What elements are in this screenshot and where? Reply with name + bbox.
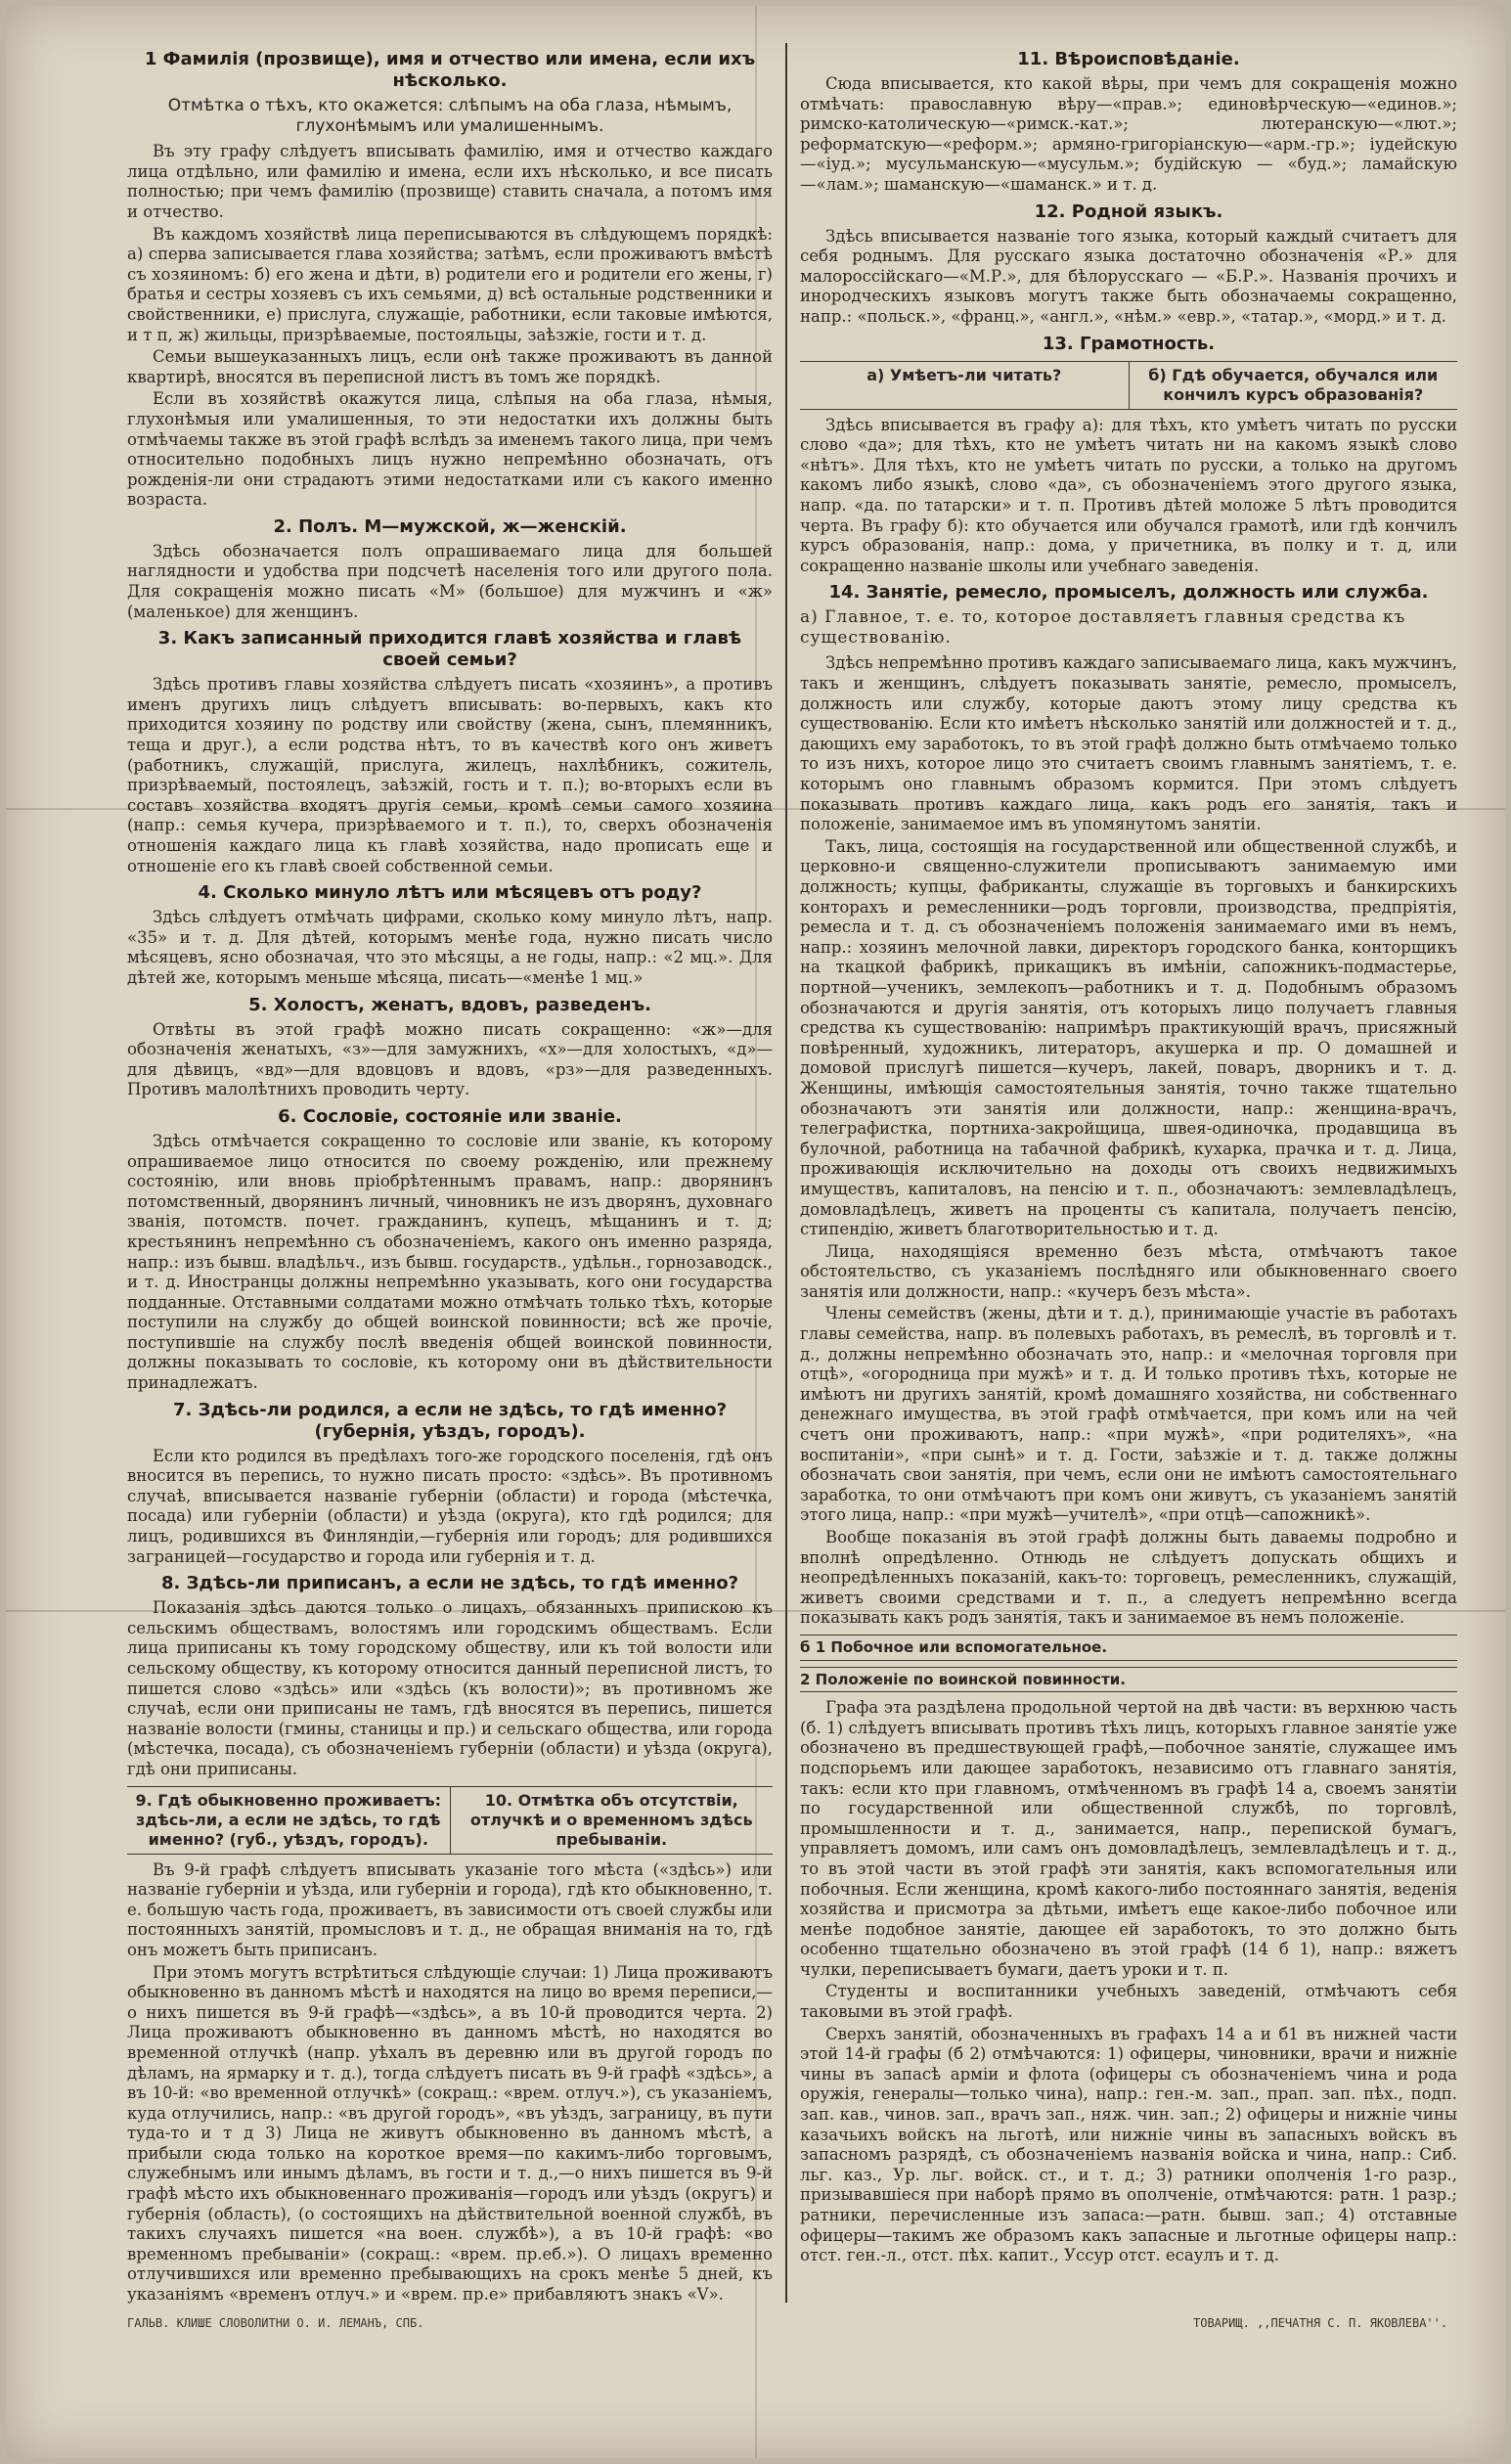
paragraph: Въ 9-й графѣ слѣдуетъ вписывать указаніе того мѣста («здѣсь») или названіе губерніи и уѣзда, или губерніи и города), гдѣ кто обыкновенно, т. е. большую часть года, проживаетъ, въ зависимости отъ своей службы или постоянныхъ занятій, промысловъ и т. д., не обращая вниманія на то, гдѣ онъ можетъ быть приписанъ. [127, 1859, 773, 1959]
paragraph: Здѣсь отмѣчается сокращенно то сословіе или званіе, къ которому опрашиваемое лицо относится по своему рожденію, или прежнему состоянію, или вновь пріобрѣтеннымъ правамъ, напр.: дворянинъ потомственный, дворянинъ личный, чиновникъ не изъ дворянъ, духовнаго званія, потомств. почет. гражданинъ, купецъ, мѣщанинъ и т. д; крестьянинъ непремѣнно съ обозначеніемъ, какого онъ именно разряда, напр.: изъ бывш. владѣльч., изъ бывш. государств., удѣльн., горнозаводск., и т. д. Иностранцы должны непремѣнно указывать, кого они государства подданные. Отставными солдатами можно отмѣчать только тѣхъ, которые поступили на службу до общей воинской повинности; всѣ же прочіе, поступившіе на службу послѣ введенія общей воинской повинности, должны показывать то сословіе, къ которому они въ дѣйствительности принадлежатъ. [127, 1131, 773, 1393]
printer-imprint-left: ГАЛЬВ. КЛИШЕ СЛОВОЛИТНИ О. И. ЛЕМАНЪ, СПБ. [127, 2316, 424, 2330]
right-column [800, 43, 1457, 2322]
paragraph: Сверхъ занятій, обозначенныхъ въ графахъ 14 а и б1 въ нижней части этой 14-й графы (б 2) отмѣчаются: 1) офицеры, чиновники, врачи и нижніе чины въ запасѣ арміи и флота (офицеры съ обозначеніемъ чина и рода оружія, генералы—только чина), напр.: ген.-м. зап., прап. зап. пѣх., подп. зап. кав., чинов. зап., врачъ зап., няж. чин. зап.; 2) офицеры и нижніе чины казачьихъ войскъ на льготѣ, или нижніе чины въ запасныхъ войскъ въ запасномъ разрядѣ, съ обозначеніемъ названія войска и чина, напр.: Сиб. льг. каз., Ур. льг. войск. ст., и т. д.; 3) ратники ополченія 1-го разр., призывавшіеся при наборѣ прямо въ ополченіе, отмѣчаются: ратн. 1 разр.; ратники, перечисленные изъ запаса:—ратн. бывш. зап.; 4) отставные офицеры—такимъ же образомъ какъ запасные и льготные офицеры напр.: отст. ген.-л., отст. пѣх. капит., Уссур отст. есаулъ и т. д. [800, 2024, 1457, 2265]
paragraph: Здѣсь слѣдуетъ отмѣчать цифрами, сколько кому минуло лѣтъ, напр. «35» и т. д. Для дѣтей, которымъ менѣе года, нужно писать число мѣсяцевъ, ясно обозначая, что это мѣсяцы, а не годы, напр.: «2 мц.». Для дѣтей же, которымъ меньше мѣсяца, писать—«менѣе 1 мц.» [127, 908, 773, 987]
section-14a-label: а) Главное, т. е. то, которое доставляетъ главныя средства къ существованію. [800, 607, 1406, 648]
paragraph: Здѣсь непремѣнно противъ каждаго записываемаго лица, какъ мужчинъ, такъ и женщинъ, слѣдуетъ показывать занятіе, ремесло, промыселъ, должность или службу, которые даютъ этому лицу средства къ существованію. Если кто имѣетъ нѣсколько занятій или должностей и т. д., дающихъ ему заработокъ, то въ этой графѣ должно быть отмѣчаемо только то изъ нихъ, которое лицо это считаетъ своимъ главнымъ занятіемъ, т. е. которымъ оно главнымъ образомъ кормится. При этомъ слѣдуетъ показывать противъ каждаго лица, какъ родъ его занятія, такъ и положеніе, занимаемое имъ въ упомянутомъ занятіи. [800, 653, 1457, 834]
paragraph: При этомъ могутъ встрѣтиться слѣдующіе случаи: 1) Лица проживаютъ обыкновенно въ данномъ мѣстѣ и находятся на лицо во время переписи,—о нихъ пишется въ 9-й графѣ—«здѣсь», а въ 10-й проводится черта. 2) Лица проживаютъ обыкновенно въ данномъ мѣстѣ, но находятся во временной отлучкѣ (напр. уѣхалъ въ деревню или въ другой городъ по дѣламъ, на ярмарку и т. д.), тогда слѣдуетъ писать въ 9-й графѣ «здѣсь», а въ 10-й: «во временной отлучкѣ» (сокращ.: «врем. отлуч.»), съ указаніемъ, куда отлучились, напр.: «въ другой городъ», «въ уѣздъ, заграницу, въ пути туда-то и т д 3) Лица не живутъ обыкновенно въ данномъ мѣстѣ, а прибыли сюда только на короткое время—по какимъ-либо торговымъ, служебнымъ или инымъ дѣламъ, въ гости и т. д.,—о нихъ пишется въ 9-й графѣ мѣсто ихъ обыкновеннаго проживанія—городъ или уѣздъ (округъ) и губернія (область), (о состоящихъ на дѣйствительной военной службѣ, въ такихъ случаяхъ пишется «на воен. службѣ»), а въ 10-й графѣ: «во временномъ пребываніи» (сокращ.: «врем. пр.еб.»). О лицахъ временно отлучившихся или временно пребывающихъ на срокъ менѣе 5 дней, къ указаніямъ «временъ отлуч.» и «врем. пр.е» прибавляютъ знакъ «V». [127, 1962, 773, 2305]
section-14-title: 14. Занятіе, ремесло, промыселъ, должность или служба. [828, 582, 1429, 604]
section-14b1-label: б 1 Побочное или вспомогательное. [800, 1635, 1457, 1661]
paragraph: Лица, находящіяся временно безъ мѣста, отмѣчаютъ такое обстоятельство, съ указаніемъ послѣдняго или обыкновеннаго своего занятія или должности, напр.: «кучеръ безъ мѣста». [800, 1241, 1457, 1301]
section-13-title: 13. Грамотность. [1042, 333, 1216, 354]
paragraph: Такъ, лица, состоящія на государственной или общественной службѣ, и церковно-и священно-служители прописываютъ занимаемую ими должность; купцы, фабриканты, служащіе въ торговыхъ и банкирскихъ конторахъ и ремесленники—родъ торговли, производства, предпріятія, ремесла и т. д. съ обозначеніемъ положенія занимаемаго ими въ немъ, напр.: хозяинъ мелочной лавки, директоръ городского банка, конторщикъ на ткацкой фабрикѣ, прикащикъ въ имѣніи, сапожникъ-подмастерье, портной—ученикъ, землекопъ—работникъ и т. д. Подобнымъ образомъ обозначаются и другія занятія, отъ которыхъ лицо получаетъ главныя средства къ существованію: напримѣръ практикующій врачъ, присяжный повѣренный, художникъ, литераторъ, акушерка и пр. О домашней и домовой прислугѣ пишется—кучеръ, лакей, поваръ, дворникъ и т. д. Женщины, имѣющія самостоятельныя занятія, точно также тщательно обозначаютъ эти занятія или должности, напр.: женщина-врачъ, телеграфистка, портниха-закройщица, швея-одиночка, продавщица въ булочной, работница на табачной фабрикѣ, кухарка, прачка и т. д. Лица, проживающія исключительно на доходы отъ своихъ недвижимыхъ имуществъ, капиталовъ, на пенсію и т. п., обозначаютъ: землевладѣлецъ, домовладѣлецъ, живетъ на проценты съ капитала, получаетъ пенсію, стипендію, живетъ благотворительностью и т. д. [800, 836, 1457, 1239]
paragraph: Члены семействъ (жены, дѣти и т. д.), принимающіе участіе въ работахъ главы семейства, напр. въ полевыхъ работахъ, въ ремеслѣ, въ торговлѣ и т. д., должны непремѣнно обозначать это, напр.: и «мелочная торговля при отцѣ», «огородница при мужѣ» и т. д. И только противъ тѣхъ, которые не имѣютъ ни другихъ занятій, кромѣ домашняго хозяйства, ни собственнаго денежнаго имущества, въ этой графѣ отмѣчается, при комъ или на чей счетъ они проживаютъ, напр.: «при мужѣ», «при родителяхъ», «на воспитаніи», «при сынѣ» и т. д. Гости, заѣзжіе и т. д. также должны обозначать свои занятія, при чемъ, если они не имѣютъ самостоятельнаго заработка, то они отмѣчаютъ при комъ они живутъ, съ указаніемъ занятій этого лица, напр.: «при мужѣ—учителѣ», «при отцѣ—сапожникѣ». [800, 1304, 1457, 1525]
section-14b2-label: 2 Положеніе по воинской повинности. [800, 1667, 1457, 1693]
paragraph: Если въ хозяйствѣ окажутся лица, слѣпыя на оба глаза, нѣмыя, глухонѣмыя или умалишенныя, то эти недостатки ихъ должны быть отмѣчаемы также въ этой графѣ вслѣдъ за именемъ такого лица, при чемъ относительно подобныхъ лицъ нужно непремѣнно обозначать, отъ рожденія-ли они страдаютъ этими недостатками или съ какого именно возраста. [127, 389, 773, 510]
section-12-title: 12. Родной языкъ. [1034, 201, 1223, 222]
paragraph: Студенты и воспитанники учебныхъ заведеній, отмѣчаютъ себя таковыми въ этой графѣ. [800, 1982, 1457, 2022]
paragraph: Здѣсь противъ главы хозяйства слѣдуетъ писать «хозяинъ», а противъ именъ другихъ лицъ слѣдуетъ вписывать: во-первыхъ, какъ кто приходится хозяину по родству или свойству (жена, сынъ, племянникъ, теща и друг.), а если родства нѣтъ, то въ качествѣ кого онъ живетъ (работникъ, служащій, прислуга, жилецъ, нахлѣбникъ, сожитель, призрѣваемый, постоялецъ, заѣзжій, гость и т. п.); во-вторыхъ если въ составъ хозяйства входятъ другія семьи, кромѣ семьи самого хозяина (напр.: семья кучера, призрѣваемого и т. п.), то, сверхъ обозначенія отношенія каждаго лица къ главѣ хозяйства, надо прописать еще и отношеніе его къ главѣ своей собственной семьи. [127, 675, 773, 875]
section-9-10-header [127, 1786, 773, 1855]
section-4-title: 4. Сколько минуло лѣтъ или мѣсяцевъ отъ роду? [198, 882, 702, 904]
section-7-title: 7. Здѣсь-ли родился, а если не здѣсь, то гдѣ именно? (губернія, уѣздъ, городъ). [172, 1399, 728, 1442]
paragraph: Вообще показанія въ этой графѣ должны быть даваемы подробно и вполнѣ опредѣленно. Отнюдь не слѣдуетъ допускать общихъ и неопредѣленныхъ показаній, какъ-то: торговецъ, ремесленникъ, служащій, живетъ своими средствами и т. п., а следуетъ непремѣнно всегда показывать какъ родъ занятія, такъ и занимаемое въ немъ положеніе. [800, 1528, 1457, 1628]
paragraph: Семьи вышеуказанныхъ лицъ, если онѣ также проживаютъ въ данной квартирѣ, вносятся въ переписной листъ въ томъ же порядкѣ. [127, 347, 773, 386]
section-13a-label: а) Умѣетъ-ли читать? [867, 365, 1062, 384]
section-3-title: 3. Какъ записанный приходится главѣ хозяйства и главѣ своей семьи? [157, 628, 742, 671]
section-8-title: 8. Здѣсь-ли приписанъ, а если не здѣсь, то гдѣ именно? [160, 1573, 739, 1594]
paragraph: Здѣсь обозначается полъ опрашиваемаго лица для большей наглядности и удобства при подсчетѣ населенія того или другого пола. Для сокращенія можно писать «М» (большое) для мужчинъ и «ж» (маленькое) для женщинъ. [127, 541, 773, 621]
paragraph: Сюда вписывается, кто какой вѣры, при чемъ для сокращенія можно отмѣчать: православную вѣру—«прав.»; единовѣрческую—«единов.»; римско-католическую—«римск.-кат.»; лютеранскую—«лют.»; реформатскую—«реформ.»; армяно-григоріанскую—«арм.-гр.»; іудейскую—«іуд.»; мусульманскую—«мусульм.»; будійскую — «буд.»; ламайскую—«лам.»; шаманскую—«шаманск.» и т. д. [800, 74, 1457, 194]
section-9-title: 9. Гдѣ обыкновенно проживаетъ: здѣсь-ли, а если не здѣсь, то гдѣ именно? (губ., уѣздъ, городъ). [135, 1790, 442, 1849]
paragraph: Отвѣты въ этой графѣ можно писать сокращенно: «ж»—для обозначенія женатыхъ, «з»—для замужнихъ, «х»—для холостыхъ, «д»—для дѣвицъ, «вд»—для вдовцовъ и вдовъ, «рз»—для разведенныхъ. Противъ малолѣтнихъ проводить черту. [127, 1019, 773, 1099]
column-divider [785, 43, 787, 2303]
left-column [127, 43, 773, 2305]
printer-imprint-right: ТОВАРИЩ. ,,ПЕЧАТНЯ С. П. ЯКОВЛЕВА''. [1193, 2316, 1448, 2330]
section-13b-label: б) Гдѣ обучается, обучался или кончилъ курсъ образованія? [1129, 362, 1458, 409]
paragraph: Здѣсь вписывается названіе того языка, который каждый считаетъ для себя роднымъ. Для русскаго языка достаточно обозначенія «Р.» для малороссійскаго—«М.Р.», для бѣлорусскаго — «Б.Р.». Названія прочихъ и инородческихъ языковъ могутъ также быть обозначаемы сокращенно, напр.: «польск.», «франц.», «англ.», «нѣм.» «евр.», «татар.», «морд.» и т. д. [800, 226, 1457, 326]
section-2-title: 2. Полъ. М—мужской, ж—женскій. [273, 515, 627, 537]
paragraph: Въ эту графу слѣдуетъ вписывать фамилію, имя и отчество каждаго лица отдѣльно, или фамилію и имена, если ихъ нѣсколько, и все писать полностью; при чемъ фамилію (прозвище) ставить сначала, а потомъ имя и отчество. [127, 142, 773, 221]
section-10-title: 10. Отмѣтка объ отсутствіи, отлучкѣ и о временномъ здѣсь пребываніи. [450, 1787, 774, 1854]
section-6-title: 6. Сословіе, состояніе или званіе. [278, 1105, 622, 1127]
section-1-note: Отмѣтка о тѣхъ, кто окажется: слѣпымъ на оба глаза, нѣмымъ, глухонѣмымъ или умалишеннымъ. [167, 96, 733, 136]
paragraph: Графа эта раздѣлена продольной чертой на двѣ части: въ верхнюю часть (б. 1) слѣдуетъ вписывать противъ тѣхъ лицъ, которыхъ главное занятіе уже обозначено въ предшествующей графѣ,—побочное занятіе, служащее имъ подспорьемъ или дающее заработокъ, независимо отъ главнаго занятія, такъ: если кто при главномъ, отмѣченномъ въ графѣ 14 а, своемъ занятіи по государственной или общественной службѣ, по торговлѣ, промышленности и т. д., занимается, напр., перепиской бумагъ, управляетъ домомъ, или самъ онъ домовладѣлецъ, землевладѣлецъ и т. д., то въ этой части въ этой графѣ эти занятія, какъ вспомогательныя или побочныя. Если женщина, кромѣ какого-либо постояннаго занятія, веденія хозяйства и присмотра за дѣтьми, имѣетъ еще какое-либо побочное или менѣе подобное занятіе, дающее ей заработокъ, то это должно быть особенно тщательно обозначено въ этой графѣ (14 б 1), напр.: вяжетъ чулки, переписываетъ бумаги, даетъ уроки и т. п. [800, 1698, 1457, 1979]
section-11-title: 11. Вѣроисповѣданіе. [1017, 49, 1240, 69]
paragraph: Если кто родился въ предѣлахъ того-же городского поселенія, гдѣ онъ вносится въ перепись, то нужно писать просто: «здѣсь». Въ противномъ случаѣ, вписывается названіе губерніи (области) и города (мѣстечка, посада) или губерніи (области) и уѣзда (округа), кто гдѣ родился; для лицъ, родившихся въ Финляндіи,—губернія или городъ; для родившихся заграницей—государство и города или губернія и т. д. [127, 1446, 773, 1566]
paragraph: Показанія здѣсь даются только о лицахъ, обязанныхъ припискою къ сельскимъ обществамъ, волостямъ или городскимъ обществамъ. Если лица приписаны къ тому городскому обществу, или къ той волости или сельскому обществу, къ которому относится данный переписной листъ, то пишется слово «здѣсь» или «здѣсь (къ волости)»; въ противномъ же случаѣ, если они приписаны не тамъ, гдѣ вносятся въ перепись, пишется названіе волости (гмины, станицы и пр.) и сельскаго общества, или города (мѣстечка, посада), съ обозначеніемъ губерніи (области) и уѣзда (округа), гдѣ они приписаны. [127, 1598, 773, 1778]
paragraph: Здѣсь вписывается въ графу а): для тѣхъ, кто умѣетъ читать по русски слово «да»; для тѣхъ, кто не умѣетъ читать ни на какомъ языкѣ слово «нѣтъ». Для тѣхъ, кто не умѣетъ читать по русски, а только на другомъ какомъ либо языкѣ, слово «да», съ обозначеніемъ этого другого языка, напр. «да. по татарски» и т. п. Противъ дѣтей моложе 5 лѣтъ проводится черта. Въ графу б): кто обучается или обучался грамотѣ, или гдѣ кончилъ курсъ образованія, напр.: дома, у причетника, въ полку и т. д, или сокращенно названіе школы или учебнаго заведенія. [800, 415, 1457, 575]
section-13-header [800, 361, 1457, 410]
section-1-title: 1 Фамилія (прозвище), имя и отчество или имена, если ихъ нѣсколько. [144, 49, 756, 91]
section-5-title: 5. Холостъ, женатъ, вдовъ, разведенъ. [248, 994, 651, 1015]
paragraph: Въ каждомъ хозяйствѣ лица переписываются въ слѣдующемъ порядкѣ: а) сперва записывается глава хозяйства; затѣмъ, если проживаютъ вмѣстѣ съ хозяиномъ: б) его жена и дѣти, в) родители его и родители его жены, г) братья и сестры хозяевъ съ ихъ семьями, д) всѣ остальные родственники и свойственники, е) прислуга, служащіе, работники, если таковые имѣются, и т п, ж) жильцы, призрѣваемые, постояльцы, заѣзжіе, гости и т. д. [127, 224, 773, 344]
